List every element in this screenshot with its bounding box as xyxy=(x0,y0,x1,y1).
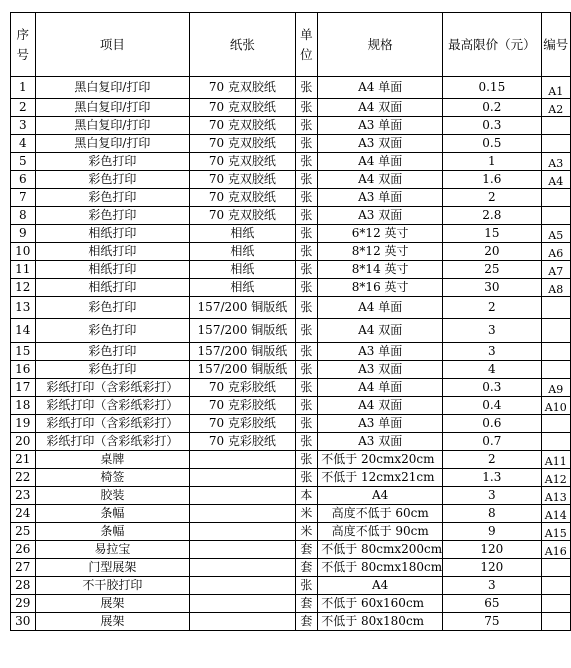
table-row xyxy=(11,451,571,469)
cell-item: 黑白复印/打印 xyxy=(35,135,189,153)
cell-price: 3 xyxy=(443,487,541,505)
table-row xyxy=(11,297,571,319)
cell-unit: 张 xyxy=(295,279,318,297)
table-row xyxy=(11,343,571,361)
cell-code: A8 xyxy=(541,279,570,297)
cell-spec: A4 xyxy=(318,577,443,595)
cell-price: 2 xyxy=(443,189,541,207)
cell-paper xyxy=(190,523,296,541)
table-row xyxy=(11,613,571,631)
cell-code xyxy=(541,117,570,135)
cell-code xyxy=(541,559,570,577)
cell-paper: 70 克双胶纸 xyxy=(190,207,296,225)
table-row xyxy=(11,77,571,99)
cell-paper: 70 克双胶纸 xyxy=(190,153,296,171)
cell-spec: A4 双面 xyxy=(318,171,443,189)
cell-unit: 张 xyxy=(295,415,318,433)
cell-paper: 70 克双胶纸 xyxy=(190,135,296,153)
table-row xyxy=(11,319,571,343)
cell-paper: 相纸 xyxy=(190,243,296,261)
cell-spec: A4 双面 xyxy=(318,319,443,343)
cell-unit: 张 xyxy=(295,469,318,487)
cell-no: 5 xyxy=(11,153,36,171)
cell-no: 16 xyxy=(11,361,36,379)
cell-item: 黑白复印/打印 xyxy=(35,117,189,135)
cell-item: 相纸打印 xyxy=(35,243,189,261)
cell-no: 7 xyxy=(11,189,36,207)
table-row xyxy=(11,397,571,415)
table-row xyxy=(11,279,571,297)
cell-item: 相纸打印 xyxy=(35,261,189,279)
cell-paper: 70 克彩胶纸 xyxy=(190,433,296,451)
cell-item: 彩色打印 xyxy=(35,297,189,319)
cell-item: 易拉宝 xyxy=(35,541,189,559)
cell-item: 不干胶打印 xyxy=(35,577,189,595)
cell-unit: 张 xyxy=(295,343,318,361)
cell-code: A6 xyxy=(541,243,570,261)
cell-paper xyxy=(190,505,296,523)
cell-unit: 张 xyxy=(295,451,318,469)
cell-price: 0.5 xyxy=(443,135,541,153)
cell-price: 120 xyxy=(443,541,541,559)
cell-spec: 6*12 英寸 xyxy=(318,225,443,243)
cell-code xyxy=(541,343,570,361)
cell-no: 20 xyxy=(11,433,36,451)
cell-no: 19 xyxy=(11,415,36,433)
cell-no: 14 xyxy=(11,319,36,343)
cell-price: 4 xyxy=(443,361,541,379)
header-price: 最高限价（元） xyxy=(443,13,541,77)
cell-price: 25 xyxy=(443,261,541,279)
cell-no: 12 xyxy=(11,279,36,297)
cell-spec: 不低于 80x180cm xyxy=(318,613,443,631)
cell-paper: 70 克双胶纸 xyxy=(190,189,296,207)
cell-unit: 张 xyxy=(295,397,318,415)
header-seq-text: 序 号 xyxy=(16,26,30,62)
cell-item: 展架 xyxy=(35,613,189,631)
cell-no: 13 xyxy=(11,297,36,319)
cell-unit: 米 xyxy=(295,523,318,541)
cell-unit: 张 xyxy=(295,379,318,397)
table-row xyxy=(11,225,571,243)
cell-no: 3 xyxy=(11,117,36,135)
cell-price: 2.8 xyxy=(443,207,541,225)
cell-paper xyxy=(190,595,296,613)
cell-code: A13 xyxy=(541,487,570,505)
cell-item: 胶装 xyxy=(35,487,189,505)
cell-item: 条幅 xyxy=(35,505,189,523)
cell-item: 门型展架 xyxy=(35,559,189,577)
cell-item: 彩纸打印（含彩纸彩打） xyxy=(35,433,189,451)
cell-unit: 张 xyxy=(295,319,318,343)
header-code: 编号 xyxy=(541,13,570,77)
cell-spec: A4 单面 xyxy=(318,297,443,319)
cell-code xyxy=(541,415,570,433)
cell-unit: 张 xyxy=(295,171,318,189)
cell-code: A11 xyxy=(541,451,570,469)
cell-code: A3 xyxy=(541,153,570,171)
cell-spec: 8*12 英寸 xyxy=(318,243,443,261)
cell-code xyxy=(541,595,570,613)
cell-unit: 张 xyxy=(295,361,318,379)
cell-no: 21 xyxy=(11,451,36,469)
cell-spec: 不低于 60x160cm xyxy=(318,595,443,613)
table-row xyxy=(11,415,571,433)
table-row xyxy=(11,261,571,279)
table-row xyxy=(11,361,571,379)
cell-code: A9 xyxy=(541,379,570,397)
cell-spec: A3 单面 xyxy=(318,415,443,433)
cell-item: 相纸打印 xyxy=(35,225,189,243)
cell-spec: 高度不低于 90cm xyxy=(318,523,443,541)
cell-paper: 70 克双胶纸 xyxy=(190,77,296,99)
cell-no: 23 xyxy=(11,487,36,505)
cell-unit: 张 xyxy=(295,77,318,99)
cell-no: 2 xyxy=(11,99,36,117)
cell-code xyxy=(541,613,570,631)
header-unit xyxy=(295,13,318,77)
cell-paper xyxy=(190,559,296,577)
cell-code xyxy=(541,135,570,153)
cell-price: 0.3 xyxy=(443,379,541,397)
cell-unit: 张 xyxy=(295,225,318,243)
price-table-sheet xyxy=(10,12,571,631)
cell-code: A10 xyxy=(541,397,570,415)
cell-paper: 70 克双胶纸 xyxy=(190,171,296,189)
cell-no: 28 xyxy=(11,577,36,595)
cell-spec: 高度不低于 60cm xyxy=(318,505,443,523)
cell-paper xyxy=(190,469,296,487)
cell-paper xyxy=(190,451,296,469)
cell-code xyxy=(541,189,570,207)
cell-unit: 张 xyxy=(295,153,318,171)
table-row xyxy=(11,541,571,559)
cell-unit: 套 xyxy=(295,559,318,577)
cell-spec: A3 单面 xyxy=(318,343,443,361)
cell-price: 3 xyxy=(443,577,541,595)
cell-paper: 相纸 xyxy=(190,279,296,297)
table-row xyxy=(11,505,571,523)
cell-spec: 不低于 20cmx20cm xyxy=(318,451,443,469)
table-body xyxy=(11,77,571,631)
cell-spec: 不低于 12cmx21cm xyxy=(318,469,443,487)
table-row xyxy=(11,207,571,225)
table-row xyxy=(11,595,571,613)
table-row xyxy=(11,523,571,541)
cell-unit: 米 xyxy=(295,505,318,523)
cell-paper xyxy=(190,613,296,631)
table-row xyxy=(11,433,571,451)
table-row xyxy=(11,577,571,595)
cell-unit: 张 xyxy=(295,243,318,261)
cell-paper xyxy=(190,577,296,595)
cell-unit: 张 xyxy=(295,577,318,595)
cell-code xyxy=(541,361,570,379)
cell-code: A14 xyxy=(541,505,570,523)
cell-spec: A3 双面 xyxy=(318,135,443,153)
cell-spec: 8*16 英寸 xyxy=(318,279,443,297)
table-row xyxy=(11,117,571,135)
cell-item: 展架 xyxy=(35,595,189,613)
cell-paper: 相纸 xyxy=(190,225,296,243)
cell-code: A5 xyxy=(541,225,570,243)
cell-item: 椅签 xyxy=(35,469,189,487)
cell-paper: 157/200 铜版纸 xyxy=(190,343,296,361)
cell-spec: A4 单面 xyxy=(318,77,443,99)
cell-spec: 8*14 英寸 xyxy=(318,261,443,279)
cell-paper: 70 克双胶纸 xyxy=(190,99,296,117)
cell-price: 65 xyxy=(443,595,541,613)
header-seq xyxy=(11,13,36,77)
cell-unit: 张 xyxy=(295,117,318,135)
cell-unit: 张 xyxy=(295,297,318,319)
cell-code xyxy=(541,577,570,595)
cell-unit: 张 xyxy=(295,135,318,153)
cell-no: 18 xyxy=(11,397,36,415)
header-item: 项目 xyxy=(35,13,189,77)
cell-code: A12 xyxy=(541,469,570,487)
cell-no: 24 xyxy=(11,505,36,523)
cell-spec: A3 单面 xyxy=(318,189,443,207)
cell-price: 15 xyxy=(443,225,541,243)
table-row xyxy=(11,189,571,207)
cell-spec: 不低于 80cmx180cm xyxy=(318,559,443,577)
cell-price: 1.3 xyxy=(443,469,541,487)
table-row xyxy=(11,171,571,189)
cell-price: 1 xyxy=(443,153,541,171)
cell-spec: A3 双面 xyxy=(318,433,443,451)
cell-price: 1.6 xyxy=(443,171,541,189)
cell-unit: 张 xyxy=(295,261,318,279)
table-row xyxy=(11,99,571,117)
cell-price: 0.7 xyxy=(443,433,541,451)
cell-unit: 套 xyxy=(295,595,318,613)
cell-code xyxy=(541,319,570,343)
cell-price: 20 xyxy=(443,243,541,261)
cell-price: 0.3 xyxy=(443,117,541,135)
table-row xyxy=(11,243,571,261)
cell-item: 彩色打印 xyxy=(35,153,189,171)
table-row xyxy=(11,469,571,487)
cell-no: 6 xyxy=(11,171,36,189)
table-row xyxy=(11,379,571,397)
cell-paper: 70 克彩胶纸 xyxy=(190,415,296,433)
table-row xyxy=(11,559,571,577)
cell-price: 0.2 xyxy=(443,99,541,117)
cell-unit: 套 xyxy=(295,613,318,631)
cell-item: 彩纸打印（含彩纸彩打） xyxy=(35,415,189,433)
cell-price: 120 xyxy=(443,559,541,577)
cell-item: 黑白复印/打印 xyxy=(35,99,189,117)
price-table xyxy=(10,12,571,631)
cell-unit: 本 xyxy=(295,487,318,505)
cell-code: A2 xyxy=(541,99,570,117)
cell-spec: 不低于 80cmx200cm xyxy=(318,541,443,559)
cell-item: 彩色打印 xyxy=(35,189,189,207)
table-row xyxy=(11,135,571,153)
cell-item: 彩色打印 xyxy=(35,207,189,225)
cell-no: 30 xyxy=(11,613,36,631)
cell-item: 相纸打印 xyxy=(35,279,189,297)
cell-no: 1 xyxy=(11,77,36,99)
cell-code: A16 xyxy=(541,541,570,559)
cell-item: 彩色打印 xyxy=(35,343,189,361)
cell-spec: A4 双面 xyxy=(318,397,443,415)
cell-paper: 70 克彩胶纸 xyxy=(190,397,296,415)
cell-unit: 张 xyxy=(295,99,318,117)
cell-code: A15 xyxy=(541,523,570,541)
cell-item: 彩色打印 xyxy=(35,319,189,343)
cell-code: A7 xyxy=(541,261,570,279)
cell-price: 0.15 xyxy=(443,77,541,99)
cell-price: 0.4 xyxy=(443,397,541,415)
cell-unit: 张 xyxy=(295,207,318,225)
header-paper: 纸张 xyxy=(190,13,296,77)
cell-price: 75 xyxy=(443,613,541,631)
cell-no: 27 xyxy=(11,559,36,577)
cell-no: 9 xyxy=(11,225,36,243)
cell-spec: A3 双面 xyxy=(318,361,443,379)
cell-paper: 157/200 铜版纸 xyxy=(190,297,296,319)
table-row xyxy=(11,153,571,171)
cell-paper: 相纸 xyxy=(190,261,296,279)
cell-paper xyxy=(190,541,296,559)
header-unit-text: 单 位 xyxy=(300,26,313,62)
cell-price: 0.6 xyxy=(443,415,541,433)
cell-item: 彩色打印 xyxy=(35,171,189,189)
cell-no: 11 xyxy=(11,261,36,279)
cell-price: 3 xyxy=(443,319,541,343)
cell-no: 10 xyxy=(11,243,36,261)
cell-spec: A3 单面 xyxy=(318,117,443,135)
cell-item: 彩纸打印（含彩纸彩打） xyxy=(35,379,189,397)
cell-item: 彩色打印 xyxy=(35,361,189,379)
cell-paper: 70 克彩胶纸 xyxy=(190,379,296,397)
cell-unit: 张 xyxy=(295,433,318,451)
cell-paper: 157/200 铜版纸 xyxy=(190,361,296,379)
cell-price: 9 xyxy=(443,523,541,541)
cell-no: 25 xyxy=(11,523,36,541)
cell-code xyxy=(541,433,570,451)
cell-price: 2 xyxy=(443,451,541,469)
cell-no: 15 xyxy=(11,343,36,361)
cell-paper: 70 克双胶纸 xyxy=(190,117,296,135)
cell-item: 彩纸打印（含彩纸彩打） xyxy=(35,397,189,415)
cell-code: A4 xyxy=(541,171,570,189)
table-row xyxy=(11,487,571,505)
cell-spec: A4 单面 xyxy=(318,379,443,397)
cell-no: 17 xyxy=(11,379,36,397)
cell-price: 30 xyxy=(443,279,541,297)
cell-paper: 157/200 铜版纸 xyxy=(190,319,296,343)
cell-unit: 套 xyxy=(295,541,318,559)
cell-unit: 张 xyxy=(295,189,318,207)
cell-price: 8 xyxy=(443,505,541,523)
cell-spec: A4 双面 xyxy=(318,99,443,117)
cell-item: 黑白复印/打印 xyxy=(35,77,189,99)
cell-price: 3 xyxy=(443,343,541,361)
cell-code xyxy=(541,297,570,319)
cell-spec: A4 单面 xyxy=(318,153,443,171)
header-row xyxy=(11,13,571,77)
cell-item: 桌牌 xyxy=(35,451,189,469)
cell-no: 22 xyxy=(11,469,36,487)
cell-no: 8 xyxy=(11,207,36,225)
cell-spec: A4 xyxy=(318,487,443,505)
cell-paper xyxy=(190,487,296,505)
cell-no: 26 xyxy=(11,541,36,559)
cell-code xyxy=(541,207,570,225)
cell-code: A1 xyxy=(541,77,570,99)
cell-price: 2 xyxy=(443,297,541,319)
cell-item: 条幅 xyxy=(35,523,189,541)
cell-spec: A3 双面 xyxy=(318,207,443,225)
cell-no: 4 xyxy=(11,135,36,153)
cell-no: 29 xyxy=(11,595,36,613)
header-spec: 规格 xyxy=(318,13,443,77)
